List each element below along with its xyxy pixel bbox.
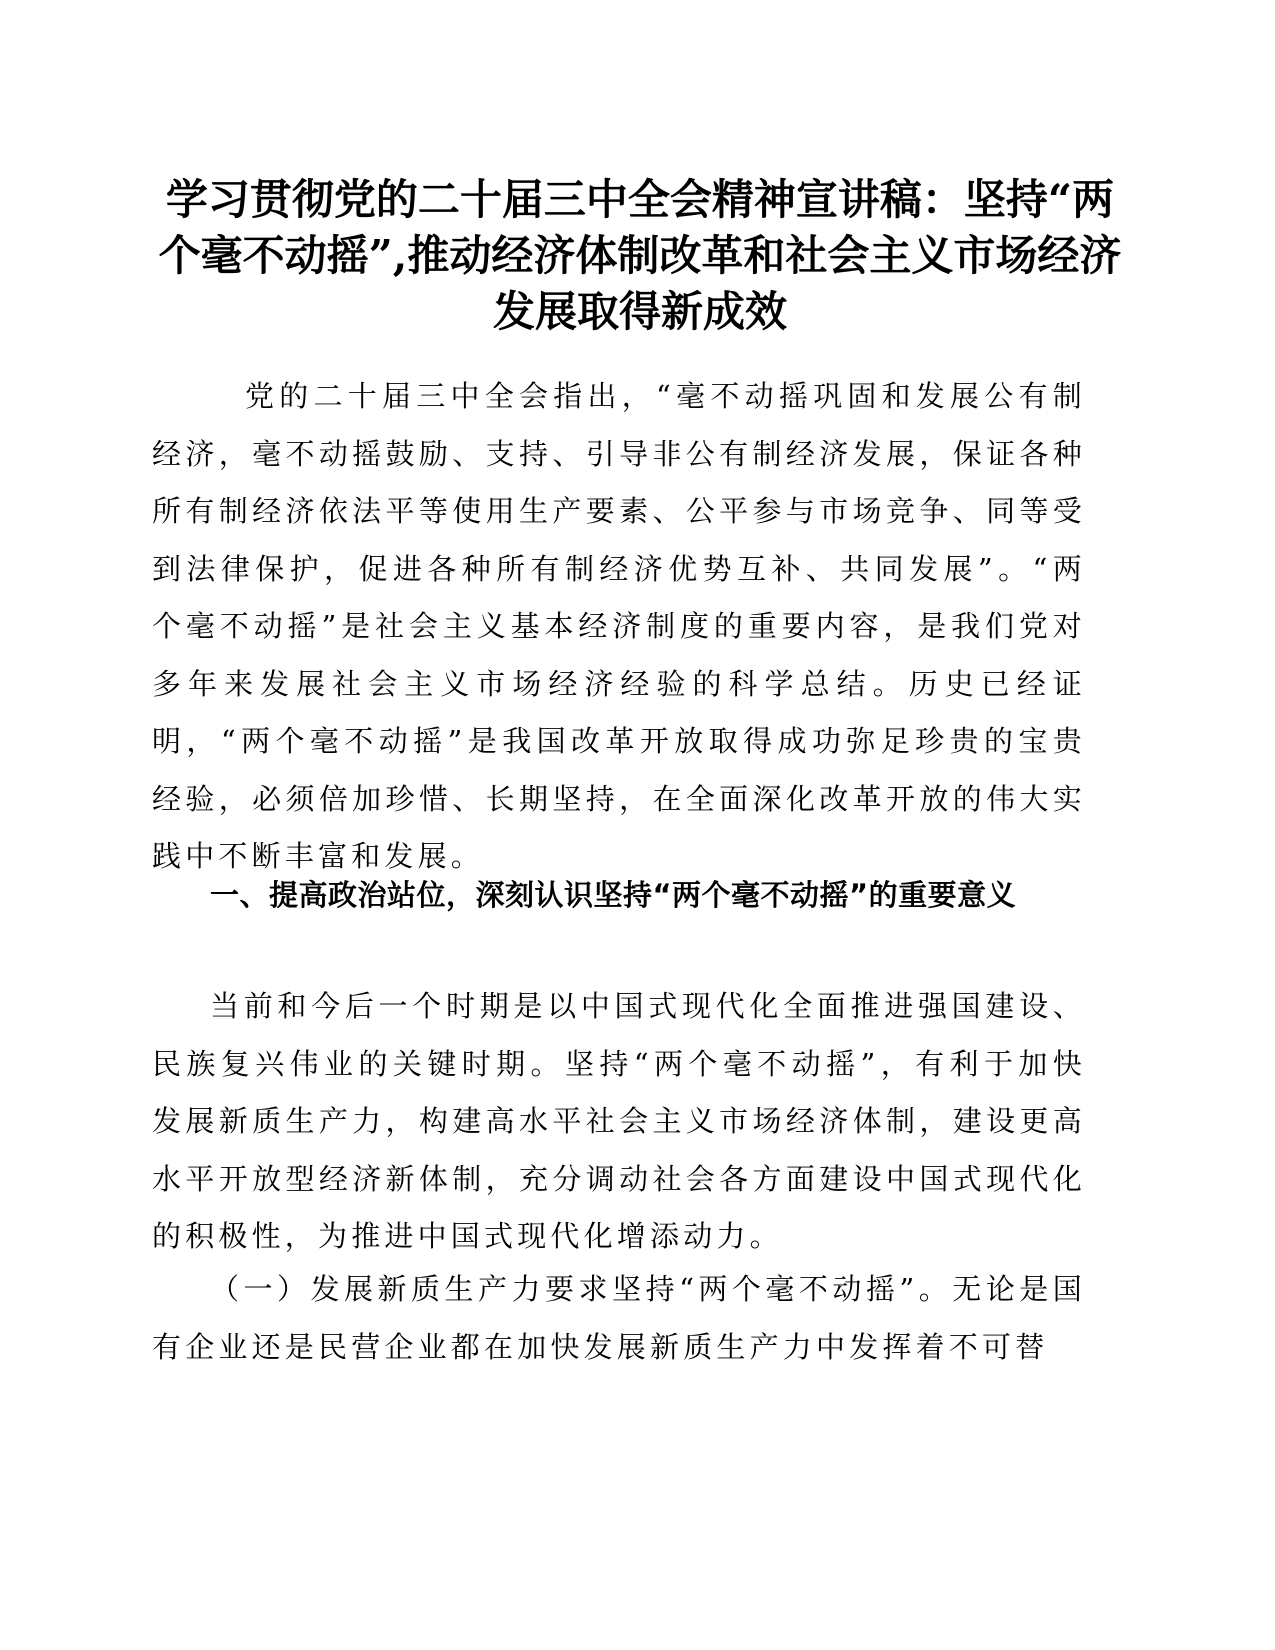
document-title: 学习贯彻党的二十届三中全会精神宣讲稿：坚持“两个毫不动摇”,推动经济体制改革和社会主义市场经济发展取得新成效: [158, 175, 1122, 336]
subsection-paragraph: （一）发展新质生产力要求坚持“两个毫不动摇”。无论是国有企业还是民营企业都在加快发展新质生产力中发挥着不可替: [152, 1272, 1086, 1364]
section-paragraph: 当前和今后一个时期是以中国式现代化全面推进强国建设、民族复兴伟业的关键时期。坚持“两个毫不动摇”，有利于加快发展新质生产力，构建高水平社会主义市场经济体制，建设更高水平开放型经济新体制，充分调动社会各方面建设中国式现代化的积极性，为推进中国式现代化增添动力。: [152, 989, 1086, 1253]
intro-paragraph: [152, 368, 1086, 886]
intro-paragraph-text: 党的二十届三中全会指出，“毫不动摇巩固和发展公有制经济，毫不动摇鼓励、支持、引导非公有制经济发展，保证各种所有制经济依法平等使用生产要素、公平参与市场竞争、同等受到法律保护，促进各种所有制经济优势互补、共同发展”。“两个毫不动摇”是社会主义基本经济制度的重要内容，是我们党对多年来发展社会主义市场经济经验的科学总结。历史已经证明，“两个毫不动摇”是我国改革开放取得成功弥足珍贵的宝贵经验，必须倍加珍惜、长期坚持，在全面深化改革开放的伟大实践中不断丰富和发展。: [152, 379, 1086, 873]
section-heading: 一、提高政治站位，深刻认识坚持“两个毫不动摇”的重要意义: [210, 878, 1017, 912]
